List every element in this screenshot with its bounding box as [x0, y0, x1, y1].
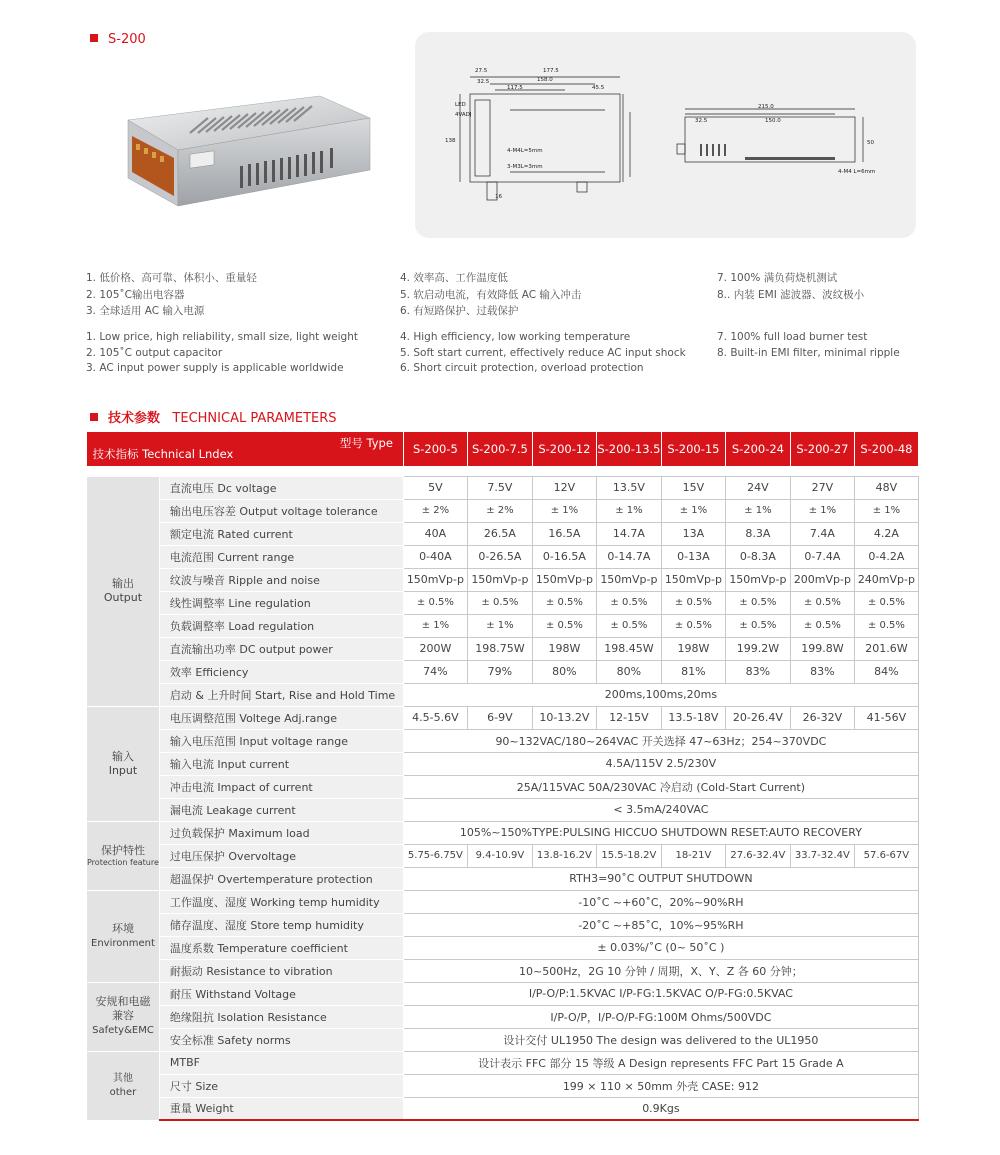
row-label: 储存温度、湿度 Store temp humidity	[159, 913, 403, 936]
row-label: 绝缘阻抗 Isolation Resistance	[159, 1005, 403, 1028]
table-row	[87, 936, 919, 959]
table-row	[87, 821, 919, 844]
table-cell: -10˚C ~+60˚C，20%~90%RH	[403, 890, 918, 913]
model-col: S-200-24	[725, 432, 790, 466]
table-cell: 150mVp-p	[467, 568, 532, 591]
table-cell: I/P-O/P:1.5KVAC I/P-FG:1.5KVAC O/P-FG:0.5KVAC	[403, 982, 918, 1005]
table-cell: 型号 Type	[339, 436, 393, 450]
row-label: 安全标准 Safety norms	[159, 1028, 403, 1051]
table-cell: 15V	[661, 476, 725, 499]
table-row	[87, 867, 919, 890]
dim-text: 3-M3L=3mm	[507, 164, 543, 170]
table-cell: 5. Soft start current, effectively reduce AC input shock	[400, 346, 686, 359]
table-cell: 6-9V	[467, 706, 532, 729]
table-cell: 81%	[661, 660, 725, 683]
table-cell: 240mVp-p	[854, 568, 918, 591]
dim-text: 32.5	[695, 118, 708, 124]
table-cell: 48V	[854, 476, 918, 499]
table-row	[87, 798, 919, 821]
table-row	[87, 982, 919, 1005]
table-cell: ± 1%	[790, 499, 854, 522]
group-other	[87, 1051, 160, 1120]
row-label: 电流范围 Current range	[159, 545, 403, 568]
table-cell: -20˚C ~+85˚C，10%~95%RH	[403, 913, 918, 936]
table-cell: 199.8W	[790, 637, 854, 660]
model-title	[90, 32, 146, 47]
table-cell: 8.. 内装 EMI 滤波器、波纹极小	[717, 288, 865, 301]
table-row	[87, 614, 919, 637]
table-cell: 0.9Kgs	[403, 1097, 918, 1120]
row-label: 输入电流 Input current	[159, 752, 403, 775]
table-cell: 150mVp-p	[403, 568, 467, 591]
table-row	[87, 1074, 919, 1097]
table-row	[87, 706, 919, 729]
table-cell: 10-13.2V	[532, 706, 596, 729]
table-cell: ± 0.5%	[467, 591, 532, 614]
table-cell: other	[109, 1086, 137, 1098]
table-cell: ± 0.5%	[854, 614, 918, 637]
row-label: 效率 Efficiency	[159, 660, 403, 683]
dim-text: 138	[445, 138, 456, 144]
dim-text: LED	[455, 102, 466, 108]
table-cell: 9.4-10.9V	[467, 844, 532, 867]
dim-text: 16	[495, 194, 502, 200]
table-cell: 15.5-18.2V	[596, 844, 661, 867]
table-cell: 12-15V	[596, 706, 661, 729]
table-cell: 设计表示 FFC 部分 15 等级 A Design represents FFC Part 15 Grade A	[403, 1051, 918, 1074]
table-cell: Input	[108, 763, 138, 777]
table-cell: 13.5V	[596, 476, 661, 499]
group-output	[87, 476, 160, 706]
table-cell: 0-13A	[661, 545, 725, 568]
table-cell: 79%	[467, 660, 532, 683]
table-row	[87, 1005, 919, 1028]
dim-text: 4-M4L=5mm	[507, 148, 543, 154]
table-cell: Environment	[91, 937, 155, 949]
dim-text: 4VADJ	[455, 112, 472, 118]
table-cell: ± 1%	[403, 614, 467, 637]
row-label: 输入电压范围 Input voltage range	[159, 729, 403, 752]
row-label: 过负载保护 Maximum load	[159, 821, 403, 844]
table-cell: 其他	[112, 1072, 133, 1084]
table-cell: 8. Built-in EMI filter, minimal ripple	[717, 346, 900, 359]
group-safety	[87, 982, 160, 1051]
features-zh-col2	[400, 270, 581, 320]
model-col: S-200-5	[403, 432, 467, 466]
dim-text: 215.0	[758, 104, 774, 110]
table-cell: S-200	[108, 32, 146, 47]
table-cell: ± 0.5%	[532, 614, 596, 637]
table-cell: ± 0.5%	[661, 614, 725, 637]
table-cell: ± 0.5%	[532, 591, 596, 614]
row-label: 直流电压 Dc voltage	[159, 476, 403, 499]
table-cell: TECHNICAL PARAMETERS	[172, 411, 337, 426]
table-cell: 84%	[854, 660, 918, 683]
table-cell: 83%	[725, 660, 790, 683]
table-row	[87, 476, 919, 499]
group-input	[87, 706, 160, 821]
table-cell: RTH3=90˚C OUTPUT SHUTDOWN	[403, 867, 918, 890]
row-label: 过电压保护 Overvoltage	[159, 844, 403, 867]
table-cell: 201.6W	[854, 637, 918, 660]
row-label: 超温保护 Overtemperature protection	[159, 867, 403, 890]
table-cell: ± 2%	[467, 499, 532, 522]
features-zh-col1	[86, 270, 257, 320]
table-cell: 199 × 110 × 50mm 外壳 CASE: 912	[403, 1074, 918, 1097]
table-cell: 27V	[790, 476, 854, 499]
dim-text: 158.0	[537, 77, 553, 83]
row-label: 直流输出功率 DC output power	[159, 637, 403, 660]
row-label: 纹波与噪音 Ripple and noise	[159, 568, 403, 591]
table-cell: ± 1%	[725, 499, 790, 522]
table-cell: ± 0.5%	[854, 591, 918, 614]
table-row	[87, 522, 919, 545]
table-cell: 0-40A	[403, 545, 467, 568]
table-cell: 150mVp-p	[661, 568, 725, 591]
table-cell: 3. AC input power supply is applicable worldwide	[86, 362, 344, 374]
model-col: S-200-12	[532, 432, 596, 466]
table-cell: 13.8-16.2V	[532, 844, 596, 867]
table-cell: 74%	[403, 660, 467, 683]
table-cell: 198.75W	[467, 637, 532, 660]
table-cell: ± 0.5%	[596, 614, 661, 637]
table-cell: ± 0.03%/˚C (0~ 50˚C )	[403, 936, 918, 959]
table-cell: 技术参数	[108, 411, 161, 426]
table-cell: 25A/115VAC 50A/230VAC 冷启动 (Cold-Start Current)	[403, 775, 918, 798]
spec-table	[86, 432, 919, 1121]
table-cell: 4. 效率高、工作温度低	[400, 272, 508, 284]
table-cell: ± 1%	[532, 499, 596, 522]
dim-text: 27.5	[475, 68, 488, 74]
row-label: 负载调整率 Load regulation	[159, 614, 403, 637]
table-row	[87, 499, 919, 522]
table-cell: 6. Short circuit protection, overload protection	[400, 362, 644, 374]
table-cell: 1. Low price, high reliability, small size, light weight	[86, 331, 358, 343]
table-cell: 8.3A	[725, 522, 790, 545]
table-row	[87, 568, 919, 591]
table-cell: ± 2%	[403, 499, 467, 522]
row-label: 漏电流 Leakage current	[159, 798, 403, 821]
table-cell: < 3.5mA/240VAC	[403, 798, 918, 821]
table-row	[87, 660, 919, 683]
section-title	[90, 407, 337, 426]
dim-text: 4-M4 L=6mm	[838, 169, 876, 175]
row-label: 工作温度、湿度 Working temp humidity	[159, 890, 403, 913]
table-cell: 150mVp-p	[532, 568, 596, 591]
table-cell: 技术指标 Technical Lndex	[92, 446, 234, 461]
row-label: 尺寸 Size	[159, 1074, 403, 1097]
table-cell: 198.45W	[596, 637, 661, 660]
table-cell: 输出	[111, 577, 134, 590]
table-cell: 40A	[403, 522, 467, 545]
table-cell: 200mVp-p	[790, 568, 854, 591]
dim-text: 117.5	[507, 85, 523, 91]
table-cell: 0-7.4A	[790, 545, 854, 568]
group-environment	[87, 890, 160, 982]
product-photo	[120, 78, 380, 218]
table-cell: 13.5-18V	[661, 706, 725, 729]
table-cell: Safety&EMC	[92, 1025, 154, 1036]
table-cell: 3. 全球适用 AC 输入电源	[86, 305, 205, 317]
table-row	[87, 1097, 919, 1120]
table-cell: 16.5A	[532, 522, 596, 545]
table-cell: Protection feature	[87, 857, 159, 867]
table-cell: 57.6-67V	[854, 844, 918, 867]
table-cell: 6. 有短路保护、过载保护	[400, 305, 519, 317]
table-cell: 0-8.3A	[725, 545, 790, 568]
table-cell: 7. 100% full load burner test	[717, 331, 868, 343]
features-zh-col3	[717, 270, 864, 303]
table-cell: 5.75-6.75V	[403, 844, 467, 867]
table-cell: 199.2W	[725, 637, 790, 660]
table-row	[87, 959, 919, 982]
table-cell: 4.2A	[854, 522, 918, 545]
row-label: 电压调整范围 Voltege Adj.range	[159, 706, 403, 729]
table-cell: 80%	[596, 660, 661, 683]
table-cell: ± 1%	[854, 499, 918, 522]
table-cell: 2. 105˚C输出电容器	[86, 288, 185, 301]
table-cell: 7.5V	[467, 476, 532, 499]
table-cell: 4.5-5.6V	[403, 706, 467, 729]
table-cell: ± 0.5%	[790, 591, 854, 614]
table-cell: ± 1%	[467, 614, 532, 637]
table-row	[87, 890, 919, 913]
row-label: 启动 & 上升时间 Start, Rise and Hold Time	[159, 683, 403, 706]
table-cell: 26.5A	[467, 522, 532, 545]
row-label: 温度系数 Temperature coefficient	[159, 936, 403, 959]
table-cell: ± 0.5%	[403, 591, 467, 614]
table-cell: 200ms,100ms,20ms	[403, 683, 918, 706]
dim-text: 32.5	[477, 79, 490, 85]
row-label: 线性调整率 Line regulation	[159, 591, 403, 614]
table-cell: 1. 低价格、高可靠、体积小、重量轻	[86, 272, 257, 284]
header-corner	[87, 432, 404, 466]
red-square-icon	[90, 34, 98, 42]
table-cell: 环境	[111, 921, 134, 935]
table-cell: Output	[103, 591, 143, 604]
table-cell: 2. 105˚C output capacitor	[86, 346, 223, 359]
table-cell: 输入	[111, 749, 134, 763]
table-cell: ± 0.5%	[596, 591, 661, 614]
table-cell: 150mVp-p	[725, 568, 790, 591]
row-label: 额定电流 Rated current	[159, 522, 403, 545]
features-en-col2	[400, 330, 686, 377]
table-cell: I/P-O/P，I/P-O/P-FG:100M Ohms/500VDC	[403, 1005, 918, 1028]
row-label: 冲击电流 Impact of current	[159, 775, 403, 798]
table-cell: ± 0.5%	[661, 591, 725, 614]
table-cell: 安规和电磁兼容	[95, 995, 151, 1022]
table-cell: 0-4.2A	[854, 545, 918, 568]
row-label: 重量 Weight	[159, 1097, 403, 1120]
table-cell: 10~500Hz，2G 10 分钟 / 周期，X、Y、Z 各 60 分钟；	[403, 959, 918, 982]
table-row	[87, 545, 919, 568]
table-cell: 设计交付 UL1950 The design was delivered to the UL1950	[403, 1028, 918, 1051]
model-col: S-200-13.5	[596, 432, 661, 466]
table-cell: 4. High efficiency, low working temperature	[400, 331, 631, 343]
table-cell: 13A	[661, 522, 725, 545]
table-row	[87, 844, 919, 867]
row-label: 耐振动 Resistance to vibration	[159, 959, 403, 982]
table-cell: 200W	[403, 637, 467, 660]
row-label: 耐压 Withstand Voltage	[159, 982, 403, 1005]
table-cell: 26-32V	[790, 706, 854, 729]
table-cell: 12V	[532, 476, 596, 499]
table-cell: 14.7A	[596, 522, 661, 545]
table-cell: 18-21V	[661, 844, 725, 867]
table-cell: 150mVp-p	[596, 568, 661, 591]
table-cell: ± 0.5%	[790, 614, 854, 637]
row-label: 输出电压容差 Output voltage tolerance	[159, 499, 403, 522]
table-row	[87, 729, 919, 752]
table-cell: 41-56V	[854, 706, 918, 729]
table-cell: 0-14.7A	[596, 545, 661, 568]
table-cell: 24V	[725, 476, 790, 499]
dim-text: 150.0	[765, 118, 781, 124]
table-cell: 105%~150%TYPE:PULSING HICCUO SHUTDOWN RESET:AUTO RECOVERY	[403, 821, 918, 844]
table-cell: ± 0.5%	[725, 614, 790, 637]
dim-text: 177.5	[543, 68, 559, 74]
table-cell: 80%	[532, 660, 596, 683]
table-row	[87, 1028, 919, 1051]
table-cell: 83%	[790, 660, 854, 683]
table-cell: 保护特性	[100, 843, 145, 857]
table-cell: 198W	[532, 637, 596, 660]
table-cell: ± 0.5%	[725, 591, 790, 614]
model-col: S-200-27	[790, 432, 854, 466]
table-cell: 20-26.4V	[725, 706, 790, 729]
table-row	[87, 1051, 919, 1074]
features-en-col1	[86, 330, 358, 377]
table-cell: 33.7-32.4V	[790, 844, 854, 867]
table-row	[87, 752, 919, 775]
table-cell: 7.4A	[790, 522, 854, 545]
red-square-icon	[90, 413, 98, 421]
model-col: S-200-48	[854, 432, 918, 466]
features-en-col3	[717, 330, 900, 361]
table-cell: 5. 软启动电流，有效降低 AC 输入冲击	[400, 288, 582, 301]
table-cell: 90~132VAC/180~264VAC 开关选择 47~63Hz；254~370VDC	[403, 729, 918, 752]
table-header	[87, 432, 919, 466]
table-row	[87, 591, 919, 614]
dimension-drawing-panel	[415, 32, 916, 238]
table-cell: 7. 100% 满负荷烧机测试	[717, 272, 838, 284]
table-cell: 5V	[403, 476, 467, 499]
table-cell: 0-26.5A	[467, 545, 532, 568]
dim-text: 45.5	[592, 85, 605, 91]
table-row	[87, 637, 919, 660]
table-cell: 27.6-32.4V	[725, 844, 790, 867]
dim-text: 50	[867, 140, 874, 146]
model-col: S-200-7.5	[467, 432, 532, 466]
model-col: S-200-15	[661, 432, 725, 466]
table-row	[87, 683, 919, 706]
table-row	[87, 913, 919, 936]
table-cell: ± 1%	[661, 499, 725, 522]
table-cell: 0-16.5A	[532, 545, 596, 568]
row-label: MTBF	[159, 1051, 403, 1074]
table-row	[87, 775, 919, 798]
table-cell: ± 1%	[596, 499, 661, 522]
table-cell: 4.5A/115V 2.5/230V	[403, 752, 918, 775]
table-cell: 198W	[661, 637, 725, 660]
group-protection	[87, 821, 160, 890]
